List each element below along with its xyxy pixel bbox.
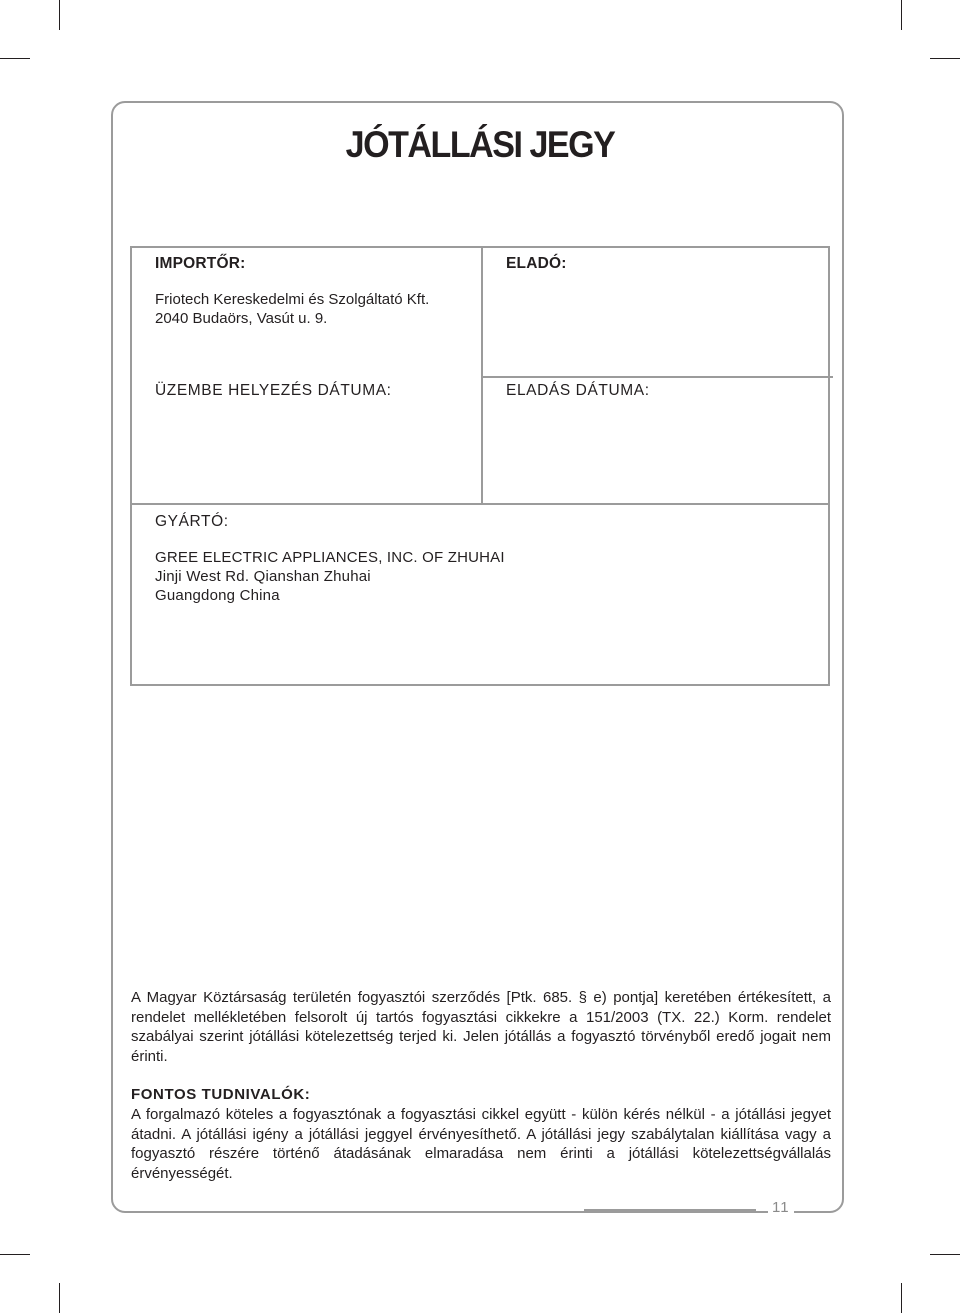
- seller-label: ELADÓ:: [506, 255, 567, 272]
- crop-mark: [0, 58, 30, 59]
- crop-mark: [930, 58, 960, 59]
- crop-mark: [59, 1283, 60, 1313]
- manufacturer-line: Guangdong China: [155, 587, 280, 604]
- crop-mark: [0, 1254, 30, 1255]
- page-title: JÓTÁLLÁSI JEGY: [345, 124, 615, 165]
- installation-date-label: ÜZEMBE HELYEZÉS DÁTUMA:: [155, 382, 392, 399]
- section-divider: [481, 376, 833, 378]
- manufacturer-line: Jinji West Rd. Qianshan Zhuhai: [155, 568, 371, 585]
- manufacturer-line: GREE ELECTRIC APPLIANCES, INC. OF ZHUHAI: [155, 549, 505, 566]
- notes-heading: FONTOS TUDNIVALÓK:: [131, 1086, 311, 1103]
- crop-mark: [901, 0, 902, 30]
- page-number: 11: [768, 1199, 794, 1216]
- importer-line: 2040 Budaörs, Vasút u. 9.: [155, 310, 328, 327]
- crop-mark: [901, 1283, 902, 1313]
- page-number-rule: [584, 1209, 756, 1211]
- importer-box: [130, 246, 483, 505]
- notes-paragraph: A forgalmazó köteles a fogyasztónak a fogyasztási cikkel együtt - külön kérés nélkül - a jótállási jegyet átadni. A jótállási igény a jótállási jeggyel érvényesíthető. A jótállási jegy szabálytalan kiállítása vagy a fogyasztó részére történő átadásának elmaradása nem érinti a jótállási kötelezettségvállalás érvényességét.: [131, 1106, 831, 1182]
- legal-paragraph: A Magyar Köztársaság területén fogyasztói szerződés [Ptk. 685. § e) pontja] keretében értékesített, a rendelet mellékletében felsorolt új tartós fogyasztási cikkekre a 151/2003 (TX. 22.) Korm. rendelet szabályai szerint jótállási kötelezettség terjed ki. Jelen jótállás a fogyasztó törvényből eredő jogait nem érinti.: [131, 989, 831, 1065]
- sale-date-label: ELADÁS DÁTUMA:: [506, 382, 650, 399]
- importer-label: IMPORTŐR:: [155, 255, 246, 272]
- importer-line: Friotech Kereskedelmi és Szolgáltató Kft.: [155, 291, 430, 308]
- manufacturer-label: GYÁRTÓ:: [155, 513, 229, 530]
- crop-mark: [59, 0, 60, 30]
- crop-mark: [930, 1254, 960, 1255]
